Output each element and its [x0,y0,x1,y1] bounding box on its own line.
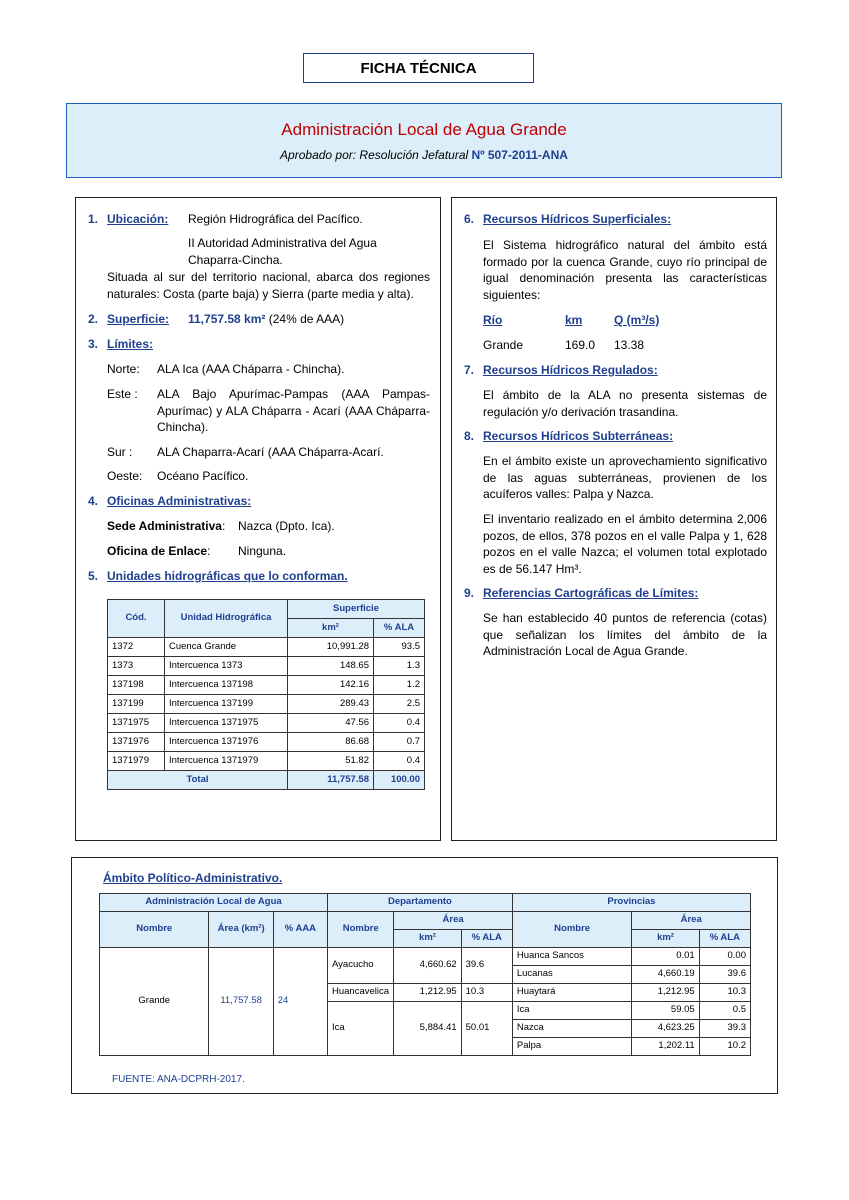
unit-km: 289.43 [288,695,374,714]
prov-pct: 0.00 [699,948,750,966]
limite-oeste-value: Océano Pacífico. [157,469,249,483]
section-heading: Ubicación: [107,212,169,226]
ala-area: 11,757.58 [209,948,273,1056]
source-note: FUENTE: ANA-DCPRH-2017. [112,1074,245,1085]
superficiales-paragraph: El Sistema hidrográfico natural del ámbito está formado por la cuenca Grande, cuyo río principal de igual denominación presenta las características siguientes: [483,238,767,302]
limite-oeste-label: Oeste: [107,469,143,483]
unit-name: Intercuenca 1371979 [165,752,288,771]
enlace-label: Oficina de Enlace: [107,544,211,558]
col-prov-area: Área [632,912,751,930]
unit-pct: 1.2 [374,676,425,695]
col-ala-nombre: Nombre [100,912,209,948]
rio-km-value: 169.0 [565,338,596,352]
section-heading: Superficie: [107,312,170,326]
unit-code: 1373 [108,657,165,676]
superficie-km: 11,757.58 km² [188,312,266,326]
dep-km: 4,660.62 [394,948,461,984]
dep-pct: 10.3 [461,984,512,1002]
section-heading: Referencias Cartográficas de Límites: [483,586,699,600]
unit-pct: 0.4 [374,752,425,771]
dep-pct: 39.6 [461,948,512,984]
section-superficiales [464,211,671,228]
unit-pct: 93.5 [374,638,425,657]
unit-pct: 1.3 [374,657,425,676]
subterraneas-paragraph-1: En el ámbito existe un aprovechamiento significativo de las aguas subterráneas, provienen de los acuíferos valles: Palpa y Nazca. [483,454,767,501]
limite-este-value: ALA Bajo Apurímac-Pampas (AAA Pampas-Apurímac) y ALA Cháparra - Acarí (AAA Cháparra-Chincha). [157,387,430,434]
unit-code: 1372 [108,638,165,657]
col-dep-pct: % ALA [461,930,512,948]
limite-norte-value: ALA Ica (AAA Cháparra - Chincha). [157,362,345,376]
cartograficas-paragraph: Se han establecido 40 puntos de referencia (cotas) que señalizan los límites del ámbito de la Administración Local de Agua Grande. [483,611,767,658]
sede-label-text: Sede Administrativa [107,519,222,533]
section-number: 6. [464,212,475,226]
prov-name: Palpa [512,1038,632,1056]
section-number: 8. [464,429,475,443]
unit-code: 1371976 [108,733,165,752]
col-prov-nombre: Nombre [512,912,632,948]
prov-name: Huanca Sancos [512,948,632,966]
ala-name: Grande [100,948,209,1056]
unit-km: 148.65 [288,657,374,676]
ubicacion-paragraph: Situada al sur del territorio nacional, abarca dos regiones naturales: Costa (parte baja) y Sierra (parte media y alta). [107,270,430,301]
unit-name: Intercuenca 1371976 [165,733,288,752]
col-ala-area: Área (km²) [209,912,273,948]
prov-km: 59.05 [632,1002,699,1020]
ubicacion-line1: Región Hidrográfica del Pacífico. [188,212,363,226]
section-ubicacion [88,211,168,228]
rio-value: Grande [483,338,524,352]
col-ala: Administración Local de Agua [100,894,328,912]
section-heading: Recursos Hídricos Subterráneas: [483,429,674,443]
section-cartograficas [464,585,698,602]
ambito-box [71,857,778,1094]
table-row [108,676,425,695]
enlace-value: Ninguna. [238,544,287,558]
q-header: Q (m³/s) [614,313,660,327]
prov-km: 4,623.25 [632,1020,699,1038]
table-row [108,752,425,771]
unit-km: 51.82 [288,752,374,771]
section-number: 4. [88,494,99,508]
table-row [108,638,425,657]
prov-pct: 39.3 [699,1020,750,1038]
limite-sur-label: Sur : [107,445,133,459]
unit-km: 47.56 [288,714,374,733]
dep-km: 1,212.95 [394,984,461,1002]
subterraneas-paragraph-2: El inventario realizado en el ámbito determina 2,006 pozos, de ellos, 378 pozos en el valle Palpa y 1, 628 pozos en el valle Nazca; el volumen total explotado es de 56.147 Hm³. [483,512,767,576]
unit-name: Intercuenca 1371975 [165,714,288,733]
col-departamento: Departamento [328,894,513,912]
section-heading: Unidades hidrográficas que lo conforman. [107,569,348,583]
ambito-table [99,893,751,1056]
rio-q-value: 13.38 [614,338,645,352]
prov-pct: 39.6 [699,966,750,984]
section-regulados [464,362,658,379]
prov-name: Lucanas [512,966,632,984]
table-row [108,714,425,733]
section-number: 3. [88,337,99,351]
left-column [75,197,441,841]
unit-code: 137198 [108,676,165,695]
section-subterraneas [464,428,673,445]
unit-pct: 0.4 [374,714,425,733]
section-heading: Límites: [107,337,154,351]
limite-sur-value: ALA Chaparra-Acarí (AAA Cháparra-Acarí. [157,445,384,459]
unit-km: 86.68 [288,733,374,752]
prov-pct: 10.2 [699,1038,750,1056]
prov-km: 1,212.95 [632,984,699,1002]
superficie-value [188,311,430,328]
header-box [66,103,782,178]
unit-code: 1371979 [108,752,165,771]
prov-km: 1,202.11 [632,1038,699,1056]
section-number: 7. [464,363,475,377]
col-prov-pct: % ALA [699,930,750,948]
sede-label: Sede Administrativa: [107,519,226,533]
km-header: km [565,313,583,327]
section-number: 9. [464,586,475,600]
subtitle-prefix: Aprobado por: Resolución Jefatural [280,148,472,162]
page-title: Administración Local de Agua Grande [281,120,567,139]
dep-pct: 50.01 [461,1002,512,1056]
resolution-number: Nº 507-2011-ANA [471,148,568,162]
right-column [451,197,777,841]
limite-este-label: Este : [107,387,138,401]
page-subtitle [67,148,781,162]
col-superficie: Superficie [288,600,425,619]
unit-code: 1371975 [108,714,165,733]
section-number: 1. [88,212,99,226]
prov-pct: 10.3 [699,984,750,1002]
col-unidad: Unidad Hidrográfica [165,600,288,638]
prov-km: 0.01 [632,948,699,966]
sede-value: Nazca (Dpto. Ica). [238,519,335,533]
table-row [108,695,425,714]
col-dep-nombre: Nombre [328,912,394,948]
col-dep-area: Área [394,912,513,930]
prov-name: Nazca [512,1020,632,1038]
dep-name: Ica [328,1002,394,1056]
total-label: Total [108,771,288,790]
dep-name: Huancavelica [328,984,394,1002]
dep-name: Ayacucho [328,948,394,984]
unit-code: 137199 [108,695,165,714]
unit-name: Intercuenca 1373 [165,657,288,676]
regulados-paragraph: El ámbito de la ALA no presenta sistemas de regulación y/o derivación trasandina. [483,388,767,419]
prov-name: Ica [512,1002,632,1020]
section-number: 5. [88,569,99,583]
enlace-label-text: Oficina de Enlace [107,544,208,558]
col-prov-km: km² [632,930,699,948]
total-pct: 100.00 [374,771,425,790]
total-km: 11,757.58 [288,771,374,790]
prov-km: 4,660.19 [632,966,699,984]
section-superficie [88,311,169,328]
col-ala-pct: % AAA [273,912,327,948]
rio-header: Río [483,313,503,327]
section-heading: Recursos Hídricos Regulados: [483,363,658,377]
unit-pct: 2.5 [374,695,425,714]
section-oficinas [88,493,251,510]
unit-name: Intercuenca 137199 [165,695,288,714]
superficie-extra: (24% de AAA) [268,312,345,326]
unidades-table [107,599,425,790]
section-heading: Recursos Hídricos Superficiales: [483,212,672,226]
unit-name: Intercuenca 137198 [165,676,288,695]
col-km2: km² [288,619,374,638]
section-heading: Oficinas Administrativas: [107,494,252,508]
col-pct-ala: % ALA [374,619,425,638]
unit-pct: 0.7 [374,733,425,752]
ambito-title: Ámbito Político-Administrativo. [103,871,283,885]
section-number: 2. [88,312,99,326]
col-dep-km: km² [394,930,461,948]
table-row [108,657,425,676]
prov-name: Huaytará [512,984,632,1002]
prov-pct: 0.5 [699,1002,750,1020]
unit-km: 10,991.28 [288,638,374,657]
col-provincias: Provincias [512,894,750,912]
ubicacion-line2: II Autoridad Administrativa del Agua Chaparra-Cincha. [188,236,377,267]
col-cod: Cód. [108,600,165,638]
dep-km: 5,884.41 [394,1002,461,1056]
section-limites [88,336,153,353]
limite-norte-label: Norte: [107,362,140,376]
unit-km: 142.16 [288,676,374,695]
section-unidades [88,568,348,585]
ala-pct: 24 [273,948,327,1056]
table-row [108,733,425,752]
unit-name: Cuenca Grande [165,638,288,657]
ficha-tecnica-title: FICHA TÉCNICA [303,53,534,83]
